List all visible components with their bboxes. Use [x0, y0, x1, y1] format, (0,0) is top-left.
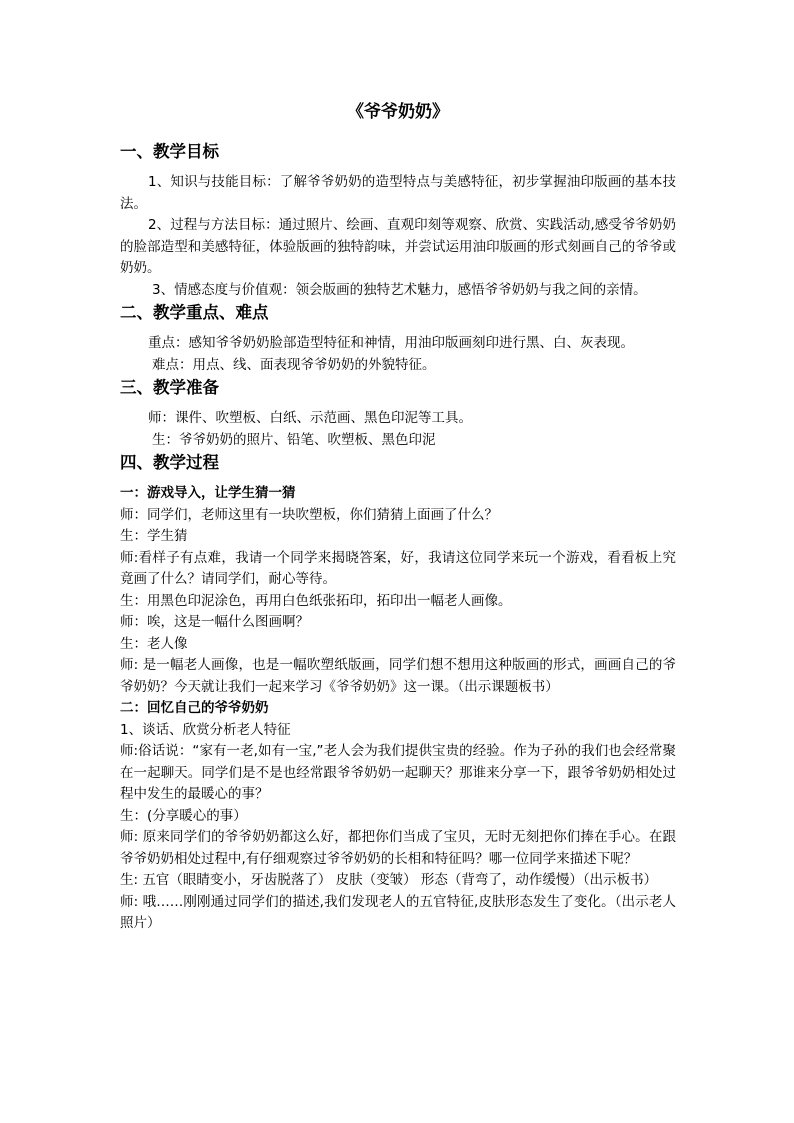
dialogue-line: 生: 五官（眼睛变小，牙齿脱落了） 皮肤（变皱） 形态（背弯了，动作缓慢）（出示板书） [120, 872, 658, 888]
section-teaching-process [120, 451, 676, 935]
sub-heading: 一：游戏导入，让学生猜一猜 [120, 485, 296, 501]
dialogue-line: 师: 原来同学们的爷爷奶奶都这么好，都把你们当成了宝贝，无时无刻把你们捧在手心。在跟爷爷奶奶相处过程中,有仔细观察过爷爷奶奶的长相和特征吗？哪一位同学来描述下呢？ [120, 829, 676, 867]
paragraph: 3、情感态度与价值观：领会版画的独特艺术魅力，感悟爷爷奶奶与我之间的亲情。 [152, 281, 647, 298]
paragraph: 生：爷爷奶奶的照片、铅笔、吹塑板、黑色印泥 [152, 431, 436, 448]
document-page [120, 100, 676, 935]
paragraph: 2、过程与方法目标：通过照片、绘画、直观印刻等观察、欣赏、实践活动,感受爷爷奶奶的脸部造型和美感特征，体验版画的独特韵味，并尝试运用油印版画的形式刻画自己的爷爷或奶奶。 [120, 217, 676, 276]
dialogue-line: 生：用黑色印泥涂色，再用白色纸张拓印，拓印出一幅老人画像。 [120, 592, 512, 609]
sub-heading: 二：回忆自己的爷爷奶奶 [120, 700, 269, 716]
dialogue-line: 师：唉，这是一幅什么图画啊？ [120, 614, 309, 630]
section-key-points [120, 301, 676, 376]
dialogue-line: 师: 是一幅老人画像，也是一幅吹塑纸版画，同学们想不想用这种版画的形式，画画自己的爷爷奶奶？今天就让我们一起来学习《爷爷奶奶》这一课。（出示课题板书） [120, 657, 676, 695]
dialogue-line: 师: 哦……刚刚通过同学们的描述,我们发现老人的五官特征,皮肤形态发生了变化。（出示老人照片） [120, 893, 676, 931]
section-preparation [120, 376, 676, 451]
paragraph: 重点：感知爷爷奶奶脸部造型特征和神情，用油印版画刻印进行黑、白、灰表现。 [148, 335, 634, 351]
section-teaching-goals [120, 140, 676, 301]
dialogue-line: 师：同学们，老师这里有一块吹塑板，你们猜猜上面画了什么？ [120, 506, 498, 523]
dialogue-line: 师:俗话说：“家有一老,如有一宝,”老人会为我们提供宝贵的经验。作为子孙的我们也会经常聚在一起聊天。同学们是不是也经常跟爷爷奶奶一起聊天？那谁来分享一下，跟爷爷奶奶相处过程中发生的最暖心的事？ [120, 743, 676, 802]
section-heading: 三、教学准备 [120, 378, 219, 397]
paragraph: 师：课件、吹塑板、白纸、示范画、黑色印泥等工具。 [148, 410, 472, 426]
dialogue-line: 生：学生猜 [120, 528, 188, 544]
dialogue-line: 师:看样子有点难，我请一个同学来揭晓答案，好，我请这位同学来玩一个游戏，看看板上究竟画了什么？请同学们，耐心等待。 [120, 549, 676, 587]
paragraph: 难点：用点、线、面表现爷爷奶奶的外貌特征。 [152, 356, 436, 373]
dialogue-line: 生：(分享暖心的事） [120, 807, 247, 824]
document-title: 《爷爷奶奶》 [347, 102, 449, 122]
paragraph: 1、知识与技能目标：了解爷爷奶奶的造型特点与美感特征，初步掌握油印版画的基本技法。 [120, 174, 676, 212]
dialogue-line: 生：老人像 [120, 635, 188, 652]
section-heading: 四、教学过程 [120, 453, 219, 472]
section-heading: 一、教学目标 [120, 142, 219, 161]
section-heading: 二、教学重点、难点 [120, 303, 269, 322]
dialogue-line: 1、谈话、欣赏分析老人特征 [120, 721, 291, 738]
